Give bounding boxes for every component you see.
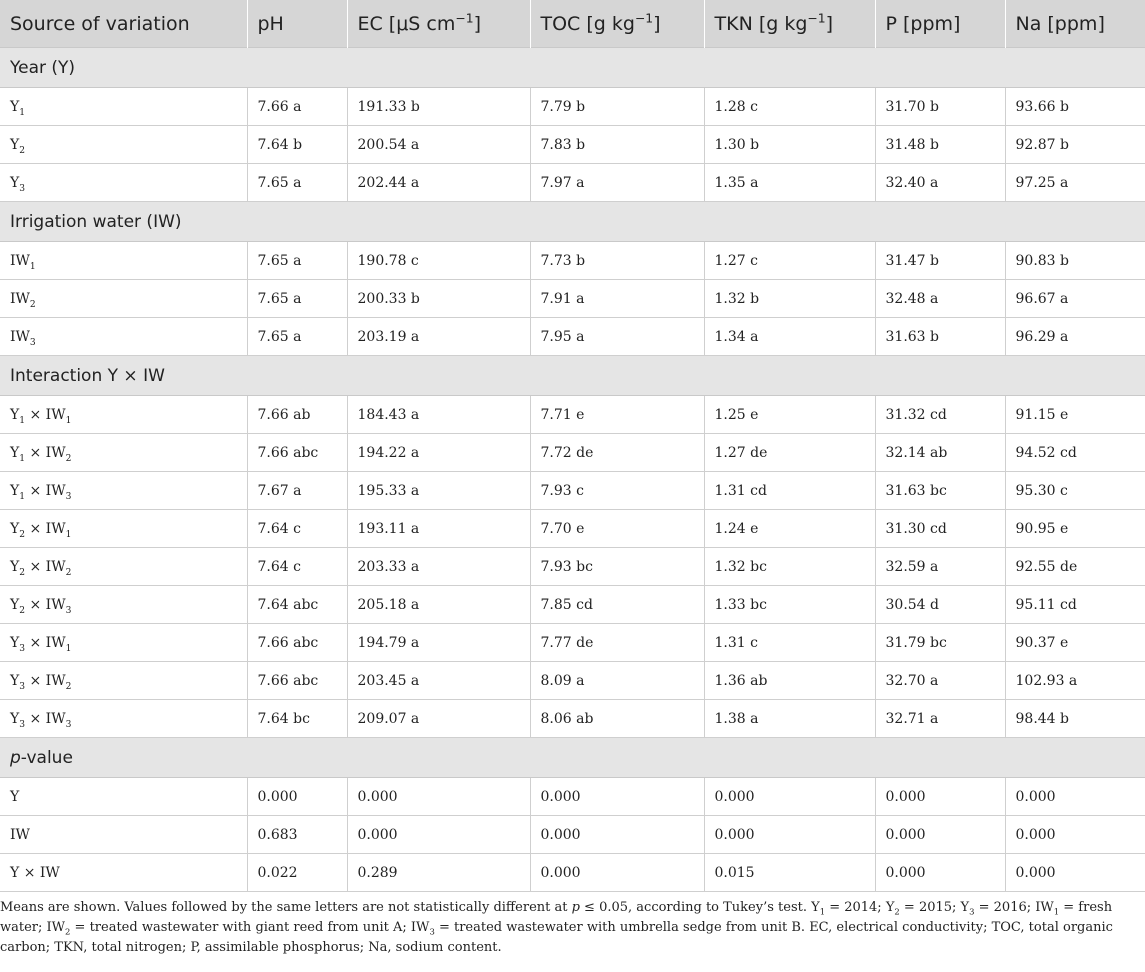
cell-toc: 7.95 a: [530, 318, 704, 356]
cell-tkn: 1.28 c: [704, 88, 875, 126]
table-row: [0, 816, 1145, 854]
cell-ec: 0.000: [347, 778, 530, 816]
cell-p: 32.48 a: [875, 280, 1005, 318]
table-row: [0, 434, 1145, 472]
cell-ec: 203.33 a: [347, 548, 530, 586]
cell-p: 31.47 b: [875, 242, 1005, 280]
section-header-row: [0, 48, 1145, 88]
row-label: $Y_3 \times IW_1$: [0, 624, 247, 662]
cell-toc: 7.71 e: [530, 396, 704, 434]
cell-ph: 0.022: [247, 854, 347, 892]
cell-p: 30.54 d: [875, 586, 1005, 624]
cell-ec: 0.289: [347, 854, 530, 892]
table-row: [0, 586, 1145, 624]
row-label: $Y_2 \times IW_1$: [0, 510, 247, 548]
table-footnote: Means are shown. Values followed by the same letters are not statistically different at p ≤ 0.05, according to Tukey’s test. $Y_1 = 2014$; $Y_2 = 2015$; $Y_3 = 2016$; $IW_1$ = fresh water; $IW_2$ = treated wastewater with giant reed from unit A; $IW_3$ = treated wastewater with umbrella sedge from unit B. EC, electrical conductivity; TOC, total organic carbon; TKN, total nitrogen; P, assimilable phosphorus; Na, sodium content.: [0, 900, 1113, 955]
header-row: [0, 0, 1145, 48]
cell-na: 102.93 a: [1005, 662, 1145, 700]
column-header-ph: pH: [247, 0, 347, 48]
row-label: Y: [0, 778, 247, 816]
row-label: $Y_1 \times IW_1$: [0, 396, 247, 434]
cell-ph: 0.000: [247, 778, 347, 816]
cell-tkn: 1.27 de: [704, 434, 875, 472]
cell-na: 90.37 e: [1005, 624, 1145, 662]
cell-toc: 7.97 a: [530, 164, 704, 202]
cell-p: 31.63 b: [875, 318, 1005, 356]
cell-tkn: 1.38 a: [704, 700, 875, 738]
section-header-row: [0, 202, 1145, 242]
cell-ec: 202.44 a: [347, 164, 530, 202]
table-row: [0, 700, 1145, 738]
cell-tkn: 1.31 cd: [704, 472, 875, 510]
cell-ph: 7.66 abc: [247, 434, 347, 472]
cell-ph: 7.64 c: [247, 548, 347, 586]
cell-p: 32.59 a: [875, 548, 1005, 586]
cell-tkn: 0.015: [704, 854, 875, 892]
row-label: IW: [0, 816, 247, 854]
cell-ph: 7.66 abc: [247, 624, 347, 662]
cell-tkn: 1.36 ab: [704, 662, 875, 700]
cell-toc: 7.77 de: [530, 624, 704, 662]
row-label: $Y_1 \times IW_3$: [0, 472, 247, 510]
cell-na: 92.87 b: [1005, 126, 1145, 164]
cell-na: 0.000: [1005, 854, 1145, 892]
table-row: [0, 396, 1145, 434]
row-label: $Y_1$: [0, 88, 247, 126]
table-row: [0, 280, 1145, 318]
cell-ec: 203.45 a: [347, 662, 530, 700]
section-header-row: [0, 738, 1145, 778]
cell-na: 94.52 cd: [1005, 434, 1145, 472]
cell-ec: 193.11 a: [347, 510, 530, 548]
cell-ph: 7.67 a: [247, 472, 347, 510]
cell-na: 90.95 e: [1005, 510, 1145, 548]
cell-toc: 0.000: [530, 778, 704, 816]
cell-tkn: 1.31 c: [704, 624, 875, 662]
cell-na: 97.25 a: [1005, 164, 1145, 202]
cell-ph: 7.66 abc: [247, 662, 347, 700]
cell-tkn: 1.35 a: [704, 164, 875, 202]
table-body: [0, 48, 1145, 892]
cell-na: 95.30 c: [1005, 472, 1145, 510]
row-label: $Y_2$: [0, 126, 247, 164]
cell-p: 31.70 b: [875, 88, 1005, 126]
cell-na: 92.55 de: [1005, 548, 1145, 586]
section-header-row: [0, 356, 1145, 396]
cell-ph: 7.64 abc: [247, 586, 347, 624]
cell-p: 32.70 a: [875, 662, 1005, 700]
column-header-tkn: TKN [g $kg^{-1}$]: [704, 0, 875, 48]
cell-p: 0.000: [875, 854, 1005, 892]
cell-ph: 7.65 a: [247, 164, 347, 202]
row-label: $Y_1 \times IW_2$: [0, 434, 247, 472]
cell-ec: 205.18 a: [347, 586, 530, 624]
cell-tkn: 1.32 b: [704, 280, 875, 318]
table-row: [0, 854, 1145, 892]
cell-ec: 194.22 a: [347, 434, 530, 472]
cell-ec: 0.000: [347, 816, 530, 854]
cell-tkn: 1.24 e: [704, 510, 875, 548]
cell-ph: 7.64 bc: [247, 700, 347, 738]
table-row: [0, 548, 1145, 586]
table-row: [0, 88, 1145, 126]
row-label: $Y_3 \times IW_3$: [0, 700, 247, 738]
cell-ec: 200.33 b: [347, 280, 530, 318]
cell-na: 0.000: [1005, 816, 1145, 854]
cell-ph: 7.66 ab: [247, 396, 347, 434]
table-row: [0, 662, 1145, 700]
cell-na: 98.44 b: [1005, 700, 1145, 738]
cell-ph: 7.65 a: [247, 280, 347, 318]
cell-tkn: 1.30 b: [704, 126, 875, 164]
table-row: [0, 778, 1145, 816]
cell-toc: 7.85 cd: [530, 586, 704, 624]
cell-tkn: 1.34 a: [704, 318, 875, 356]
table-row: [0, 126, 1145, 164]
cell-ec: 194.79 a: [347, 624, 530, 662]
cell-ph: 7.65 a: [247, 318, 347, 356]
section-title: Irrigation water (IW): [0, 202, 1145, 242]
column-header-na: Na [ppm]: [1005, 0, 1145, 48]
cell-ec: 190.78 c: [347, 242, 530, 280]
section-title: Interaction Y × IW: [0, 356, 1145, 396]
cell-toc: 0.000: [530, 854, 704, 892]
cell-p: 31.63 bc: [875, 472, 1005, 510]
cell-toc: 8.06 ab: [530, 700, 704, 738]
table-row: [0, 624, 1145, 662]
column-header-source: Source of variation: [0, 0, 247, 48]
cell-toc: 7.79 b: [530, 88, 704, 126]
cell-p: 31.48 b: [875, 126, 1005, 164]
row-label: $IW_3$: [0, 318, 247, 356]
cell-na: 95.11 cd: [1005, 586, 1145, 624]
cell-toc: 7.72 de: [530, 434, 704, 472]
cell-na: 96.29 a: [1005, 318, 1145, 356]
row-label: $Y_3 \times IW_2$: [0, 662, 247, 700]
cell-na: 0.000: [1005, 778, 1145, 816]
cell-na: 90.83 b: [1005, 242, 1145, 280]
cell-ec: 209.07 a: [347, 700, 530, 738]
cell-ec: 195.33 a: [347, 472, 530, 510]
table-row: [0, 242, 1145, 280]
column-header-ec: EC [μS $cm^{-1}$]: [347, 0, 530, 48]
cell-toc: 7.83 b: [530, 126, 704, 164]
row-label: $Y_2 \times IW_3$: [0, 586, 247, 624]
cell-tkn: 0.000: [704, 778, 875, 816]
cell-ph: 7.64 b: [247, 126, 347, 164]
row-label: Y × IW: [0, 854, 247, 892]
section-title: p-value: [0, 738, 1145, 778]
cell-toc: 7.73 b: [530, 242, 704, 280]
row-label: $IW_1$: [0, 242, 247, 280]
cell-ec: 184.43 a: [347, 396, 530, 434]
column-header-p: P [ppm]: [875, 0, 1005, 48]
cell-p: 0.000: [875, 778, 1005, 816]
cell-toc: 7.93 bc: [530, 548, 704, 586]
cell-toc: 7.70 e: [530, 510, 704, 548]
row-label: $IW_2$: [0, 280, 247, 318]
cell-ph: 7.66 a: [247, 88, 347, 126]
cell-tkn: 1.27 c: [704, 242, 875, 280]
table-row: [0, 164, 1145, 202]
table-row: [0, 318, 1145, 356]
table-row: [0, 472, 1145, 510]
row-label: $Y_2 \times IW_2$: [0, 548, 247, 586]
cell-ec: 200.54 a: [347, 126, 530, 164]
cell-p: 31.30 cd: [875, 510, 1005, 548]
cell-toc: 8.09 a: [530, 662, 704, 700]
cell-tkn: 1.33 bc: [704, 586, 875, 624]
row-label: $Y_3$: [0, 164, 247, 202]
cell-p: 32.14 ab: [875, 434, 1005, 472]
cell-p: 31.32 cd: [875, 396, 1005, 434]
cell-tkn: 0.000: [704, 816, 875, 854]
cell-p: 32.71 a: [875, 700, 1005, 738]
cell-tkn: 1.25 e: [704, 396, 875, 434]
cell-na: 96.67 a: [1005, 280, 1145, 318]
cell-toc: 7.93 c: [530, 472, 704, 510]
cell-p: 31.79 bc: [875, 624, 1005, 662]
cell-ec: 203.19 a: [347, 318, 530, 356]
cell-toc: 7.91 a: [530, 280, 704, 318]
cell-na: 91.15 e: [1005, 396, 1145, 434]
cell-na: 93.66 b: [1005, 88, 1145, 126]
cell-ph: 0.683: [247, 816, 347, 854]
column-header-toc: TOC [g $kg^{-1}$]: [530, 0, 704, 48]
cell-p: 32.40 a: [875, 164, 1005, 202]
cell-ph: 7.64 c: [247, 510, 347, 548]
cell-tkn: 1.32 bc: [704, 548, 875, 586]
table-row: [0, 510, 1145, 548]
cell-ph: 7.65 a: [247, 242, 347, 280]
cell-ec: 191.33 b: [347, 88, 530, 126]
cell-p: 0.000: [875, 816, 1005, 854]
cell-toc: 0.000: [530, 816, 704, 854]
section-title: Year (Y): [0, 48, 1145, 88]
